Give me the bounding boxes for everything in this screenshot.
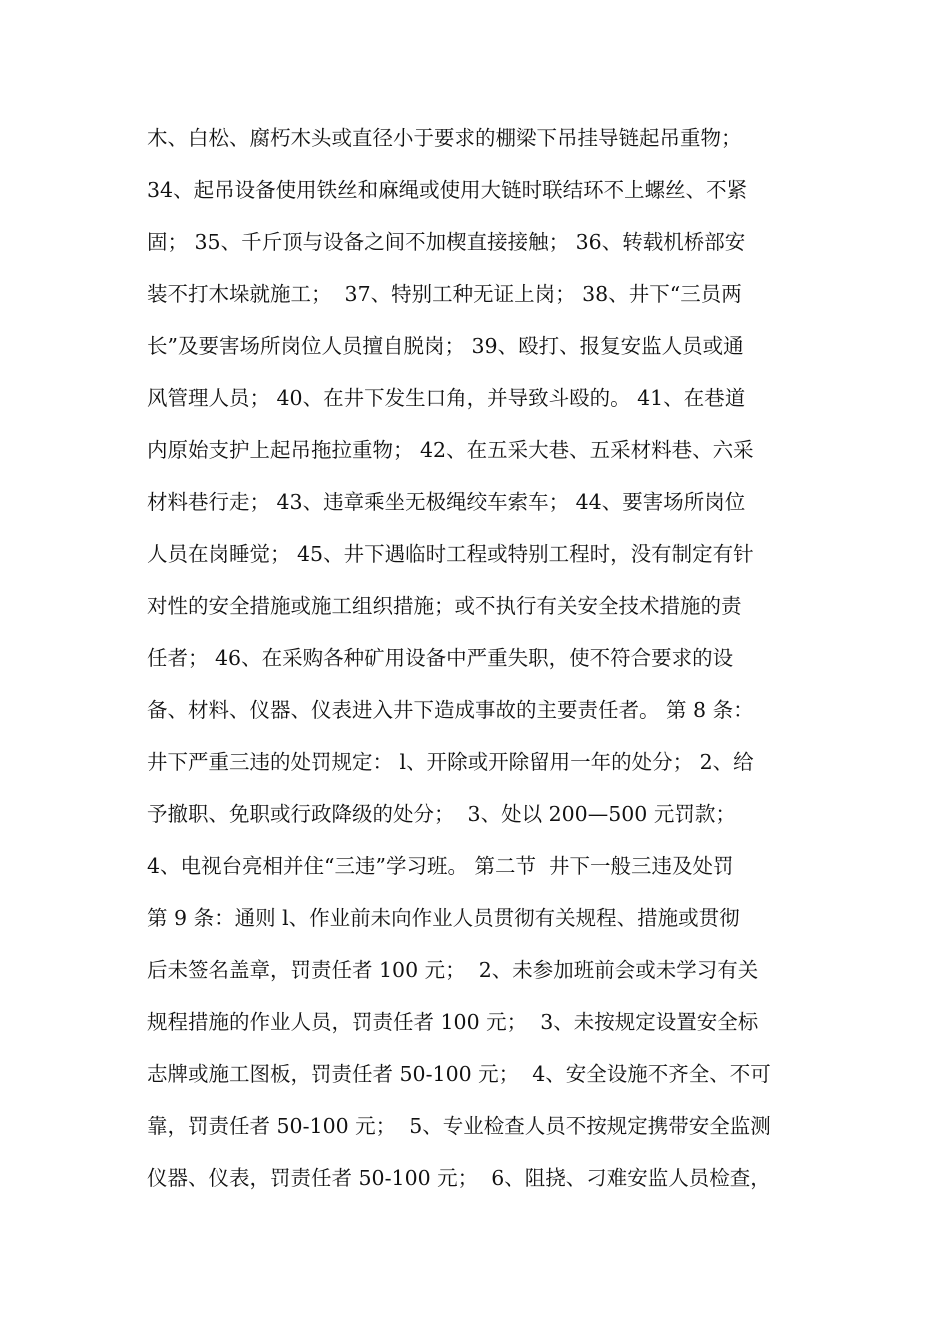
text-line-19: 志牌或施工图板，罚责任者 50-100 元； 4、安全设施不齐全、不可 — [147, 1062, 771, 1086]
text-line-4: 装不打木垛就施工； 37、特别工种无证上岗； 38、井下“三员两 — [147, 282, 742, 306]
text-line-17: 后未签名盖章，罚责任者 100 元； 2、未参加班前会或未学习有关 — [147, 958, 759, 982]
text-line-13: 井下严重三违的处罚规定： l、开除或开除留用一年的处分； 2、给 — [147, 750, 754, 774]
text-line-5: 长”及要害场所岗位人员擅自脱岗； 39、殴打、报复安监人员或通 — [147, 334, 744, 358]
text-line-21: 仪器、仪表，罚责任者 50-100 元； 6、阻挠、刁难安监人员检查， — [147, 1166, 771, 1190]
text-line-1: 木、白松、腐朽木头或直径小于要求的棚梁下吊挂导链起吊重物； — [147, 126, 742, 150]
text-line-14: 予撤职、免职或行政降级的处分； 3、处以 200—500 元罚款； — [147, 802, 736, 826]
text-line-2: 34、起吊设备使用铁丝和麻绳或使用大链时联结环不上螺丝、不紧 — [147, 178, 748, 202]
text-line-8: 材料巷行走； 43、违章乘坐无极绳绞车索车； 44、要害场所岗位 — [147, 490, 746, 514]
text-line-18: 规程措施的作业人员，罚责任者 100 元； 3、未按规定设置安全标 — [147, 1010, 759, 1034]
text-line-7: 内原始支护上起吊拖拉重物； 42、在五采大巷、五采材料巷、六采 — [147, 438, 754, 462]
text-line-15: 4、电视台亮相并住“三违”学习班。 第二节 井下一般三违及处罚 — [147, 854, 734, 878]
text-line-10: 对性的安全措施或施工组织措施；或不执行有关安全技术措施的责 — [147, 594, 742, 618]
text-line-6: 风管理人员； 40、在井下发生口角，并导致斗殴的。 41、在巷道 — [147, 386, 746, 410]
text-line-12: 备、材料、仪器、仪表进入井下造成事故的主要责任者。 第 8 条： — [147, 698, 754, 722]
text-line-16: 第 9 条：通则 l、作业前未向作业人员贯彻有关规程、措施或贯彻 — [147, 906, 740, 930]
text-line-3: 固； 35、千斤顶与设备之间不加楔直接接触； 36、转载机桥部安 — [147, 230, 746, 254]
text-line-20: 靠，罚责任者 50-100 元； 5、专业检查人员不按规定携带安全监测 — [147, 1114, 771, 1138]
body-text — [147, 117, 807, 1209]
text-line-9: 人员在岗睡觉； 45、井下遇临时工程或特别工程时，没有制定有针 — [147, 542, 754, 566]
text-line-11: 任者； 46、在采购各种矿用设备中严重失职，使不符合要求的设 — [147, 646, 734, 670]
